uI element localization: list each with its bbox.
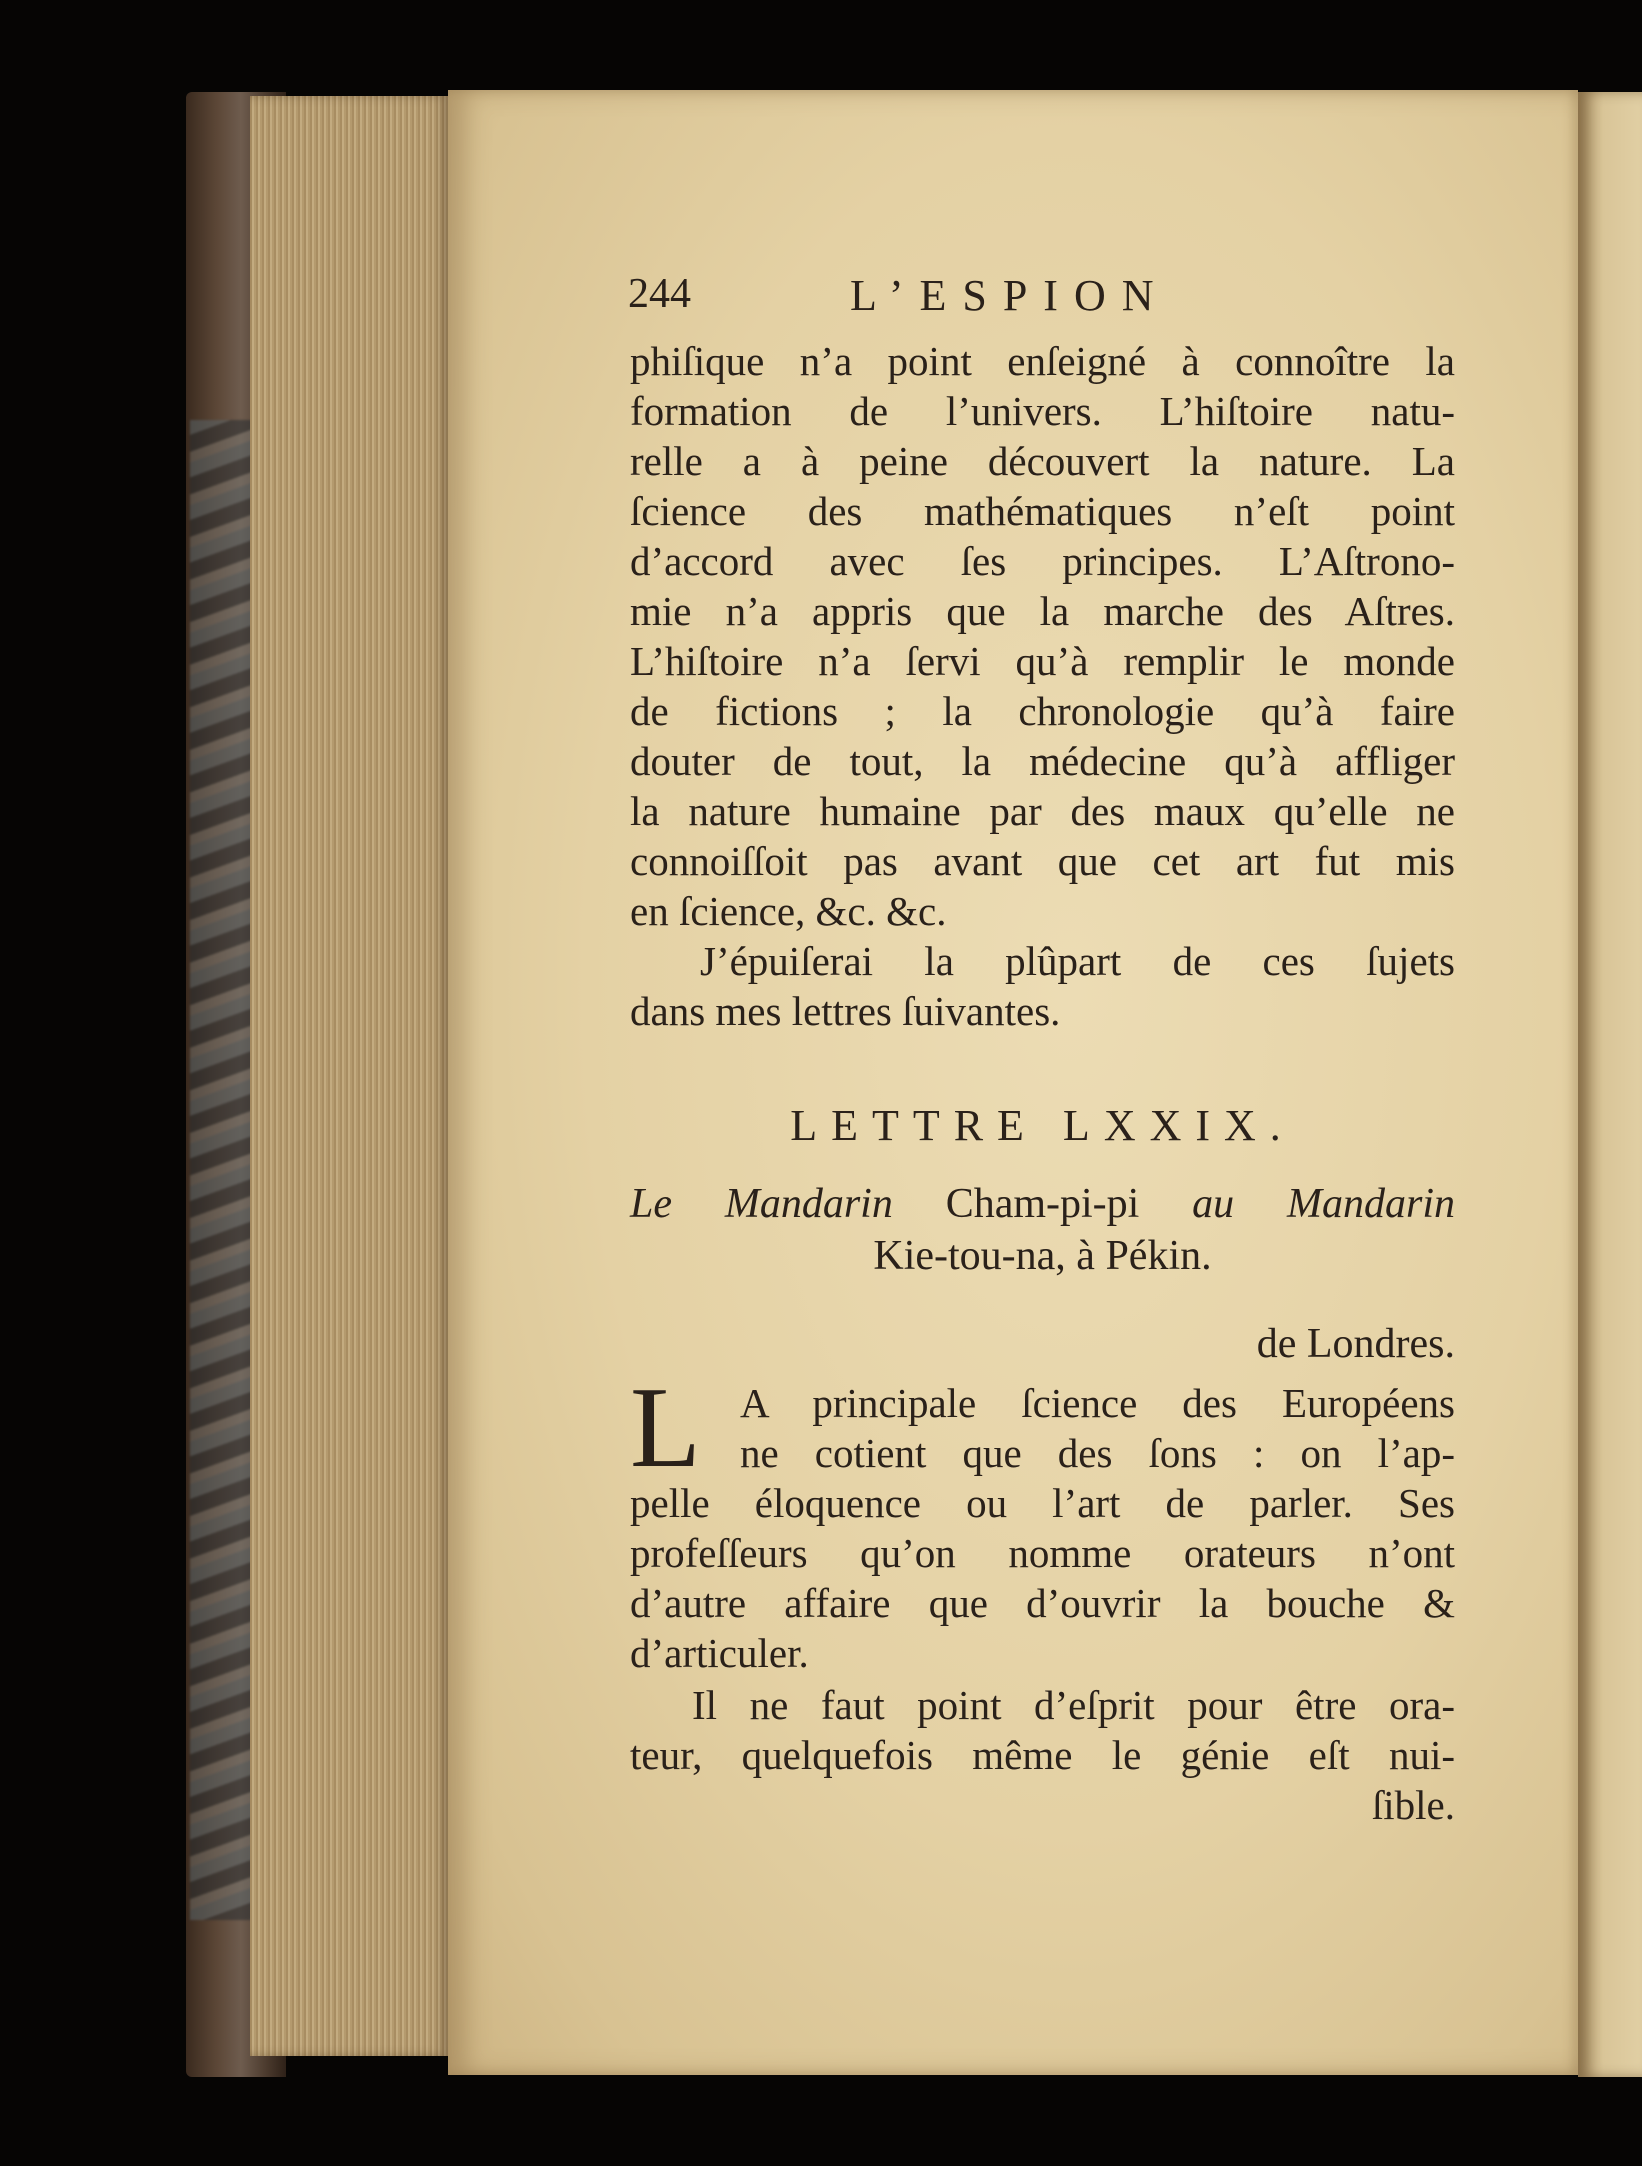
text-line: teur, quelquefois même le génie eſt nui-: [630, 1732, 1455, 1778]
page-header: [628, 270, 1228, 326]
text-line: mie n’a appris que la marche des Aſtres.: [630, 588, 1455, 634]
text-line: dans mes lettres ſuivantes.: [630, 988, 1061, 1034]
paragraph-1: [630, 336, 1455, 936]
text-line: en ſcience, &c. &c.: [630, 888, 947, 934]
paragraph-4: [630, 1680, 1455, 1830]
letter-heading: LETTRE LXXIX.: [790, 1101, 1295, 1150]
address-line-1: [630, 1178, 1455, 1230]
address-line-2: Kie-tou-na, à Pékin.: [873, 1233, 1212, 1279]
text-line: relle a à peine découvert la nature. La: [630, 438, 1455, 484]
text-line: ſcience des mathématiques n’eſt point: [630, 488, 1455, 534]
address-sender-title: Le Mandarin: [630, 1181, 893, 1227]
text-line: d’articuler.: [630, 1630, 809, 1676]
text-line: J’épuiſerai la plûpart de ces ſujets: [700, 938, 1455, 984]
text-line: A principale ſcience des Européens: [740, 1380, 1455, 1426]
running-title: L’ESPION: [850, 271, 1170, 320]
text-line: profeſſeurs qu’on nomme orateurs n’ont: [630, 1530, 1455, 1576]
text-line: connoiſſoit pas avant que cet art fut mis: [630, 838, 1455, 884]
text-line: douter de tout, la médecine qu’à affliger: [630, 738, 1455, 784]
address-sender-name: Cham-pi-pi: [945, 1181, 1140, 1227]
text-line: ne cotient que des ſons : on l’ap-: [740, 1430, 1455, 1476]
text-line: L’hiſtoire n’a ſervi qu’à remplir le monde: [630, 638, 1455, 684]
facing-page-edge: [1578, 92, 1642, 2077]
text-line: la nature humaine par des maux qu’elle ne: [630, 788, 1455, 834]
text-line: formation de l’univers. L’hiſtoire natu-: [630, 388, 1455, 434]
text-line: Il ne faut point d’eſprit pour être ora-: [692, 1682, 1455, 1728]
text-line: d’accord avec ſes principes. L’Aſtrono-: [630, 538, 1455, 584]
catchword: ſible.: [1371, 1782, 1455, 1828]
address-recipient-title: au Mandarin: [1192, 1181, 1456, 1227]
text-line: de fictions ; la chronologie qu’à faire: [630, 688, 1455, 734]
text-line: phiſique n’a point enſeigné à connoître la: [630, 338, 1455, 384]
drop-cap: L: [630, 1364, 701, 1492]
text-line: d’autre affaire que d’ouvrir la bouche &: [630, 1580, 1455, 1626]
page-edges: [250, 96, 450, 2056]
text-line: pelle éloquence ou l’art de parler. Ses: [630, 1480, 1455, 1526]
paragraph-3: [630, 1364, 1455, 1678]
letter-address: [630, 1178, 1455, 1282]
dateline: de Londres.: [1256, 1321, 1455, 1367]
page-number: 244: [628, 271, 691, 317]
paragraph-2: [630, 936, 1455, 1036]
